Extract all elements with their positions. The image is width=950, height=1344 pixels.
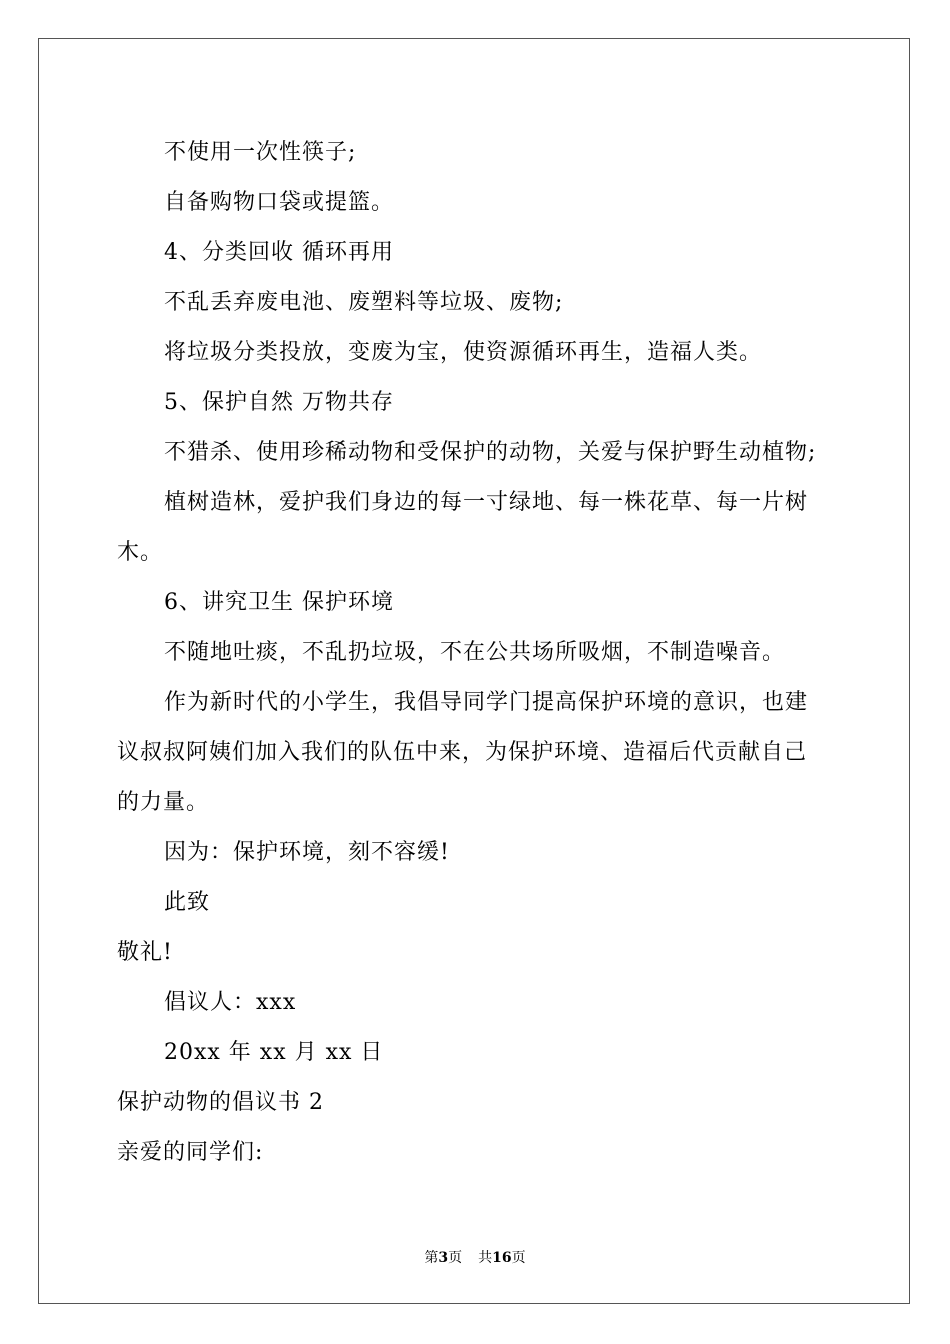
section-heading: 5、保护自然 万物共存 (164, 390, 394, 415)
text-line: 植树造林，爱护我们身边的每一寸绿地、每一株花草、每一片树 (164, 490, 809, 515)
document-body (117, 128, 842, 1178)
total-pages: 16 (492, 1250, 512, 1266)
total-prefix: 共 (478, 1250, 493, 1266)
text-line: 议叔叔阿姨们加入我们的队伍中来，为保护环境、造福后代贡献自己 (117, 740, 808, 765)
text-line: 将垃圾分类投放，变废为宝，使资源循环再生，造福人类。 (164, 340, 763, 365)
date-line: 20xx 年 xx 月 xx 日 (164, 1040, 384, 1065)
text-line: 不猎杀、使用珍稀动物和受保护的动物，关爱与保护野生动植物; (164, 440, 817, 465)
signature-line: 倡议人：xxx (164, 990, 297, 1015)
section-heading: 4、分类回收 循环再用 (164, 240, 394, 265)
text-line: 自备购物口袋或提篮。 (164, 190, 395, 215)
page-number: 3 (438, 1250, 449, 1266)
text-line: 的力量。 (117, 790, 210, 815)
page-suffix: 页 (448, 1250, 463, 1266)
text-line: 不使用一次性筷子; (164, 140, 357, 165)
text-line: 因为：保护环境，刻不容缓! (164, 840, 450, 865)
text-line: 不乱丢弃废电池、废塑料等垃圾、废物; (164, 290, 564, 315)
total-suffix: 页 (511, 1250, 526, 1266)
page-prefix: 第 (424, 1250, 439, 1266)
page-footer (0, 1248, 950, 1268)
text-line: 作为新时代的小学生，我倡导同学门提高保护环境的意识，也建 (164, 690, 809, 715)
salutation: 亲爱的同学们: (117, 1140, 264, 1165)
document-title: 保护动物的倡议书 2 (117, 1090, 324, 1115)
closing-salute: 敬礼! (117, 940, 173, 965)
section-heading: 6、讲究卫生 保护环境 (164, 590, 394, 615)
closing-line: 此致 (164, 890, 211, 915)
text-line: 不随地吐痰，不乱扔垃圾，不在公共场所吸烟，不制造噪音。 (164, 640, 786, 665)
text-line: 木。 (117, 540, 164, 565)
